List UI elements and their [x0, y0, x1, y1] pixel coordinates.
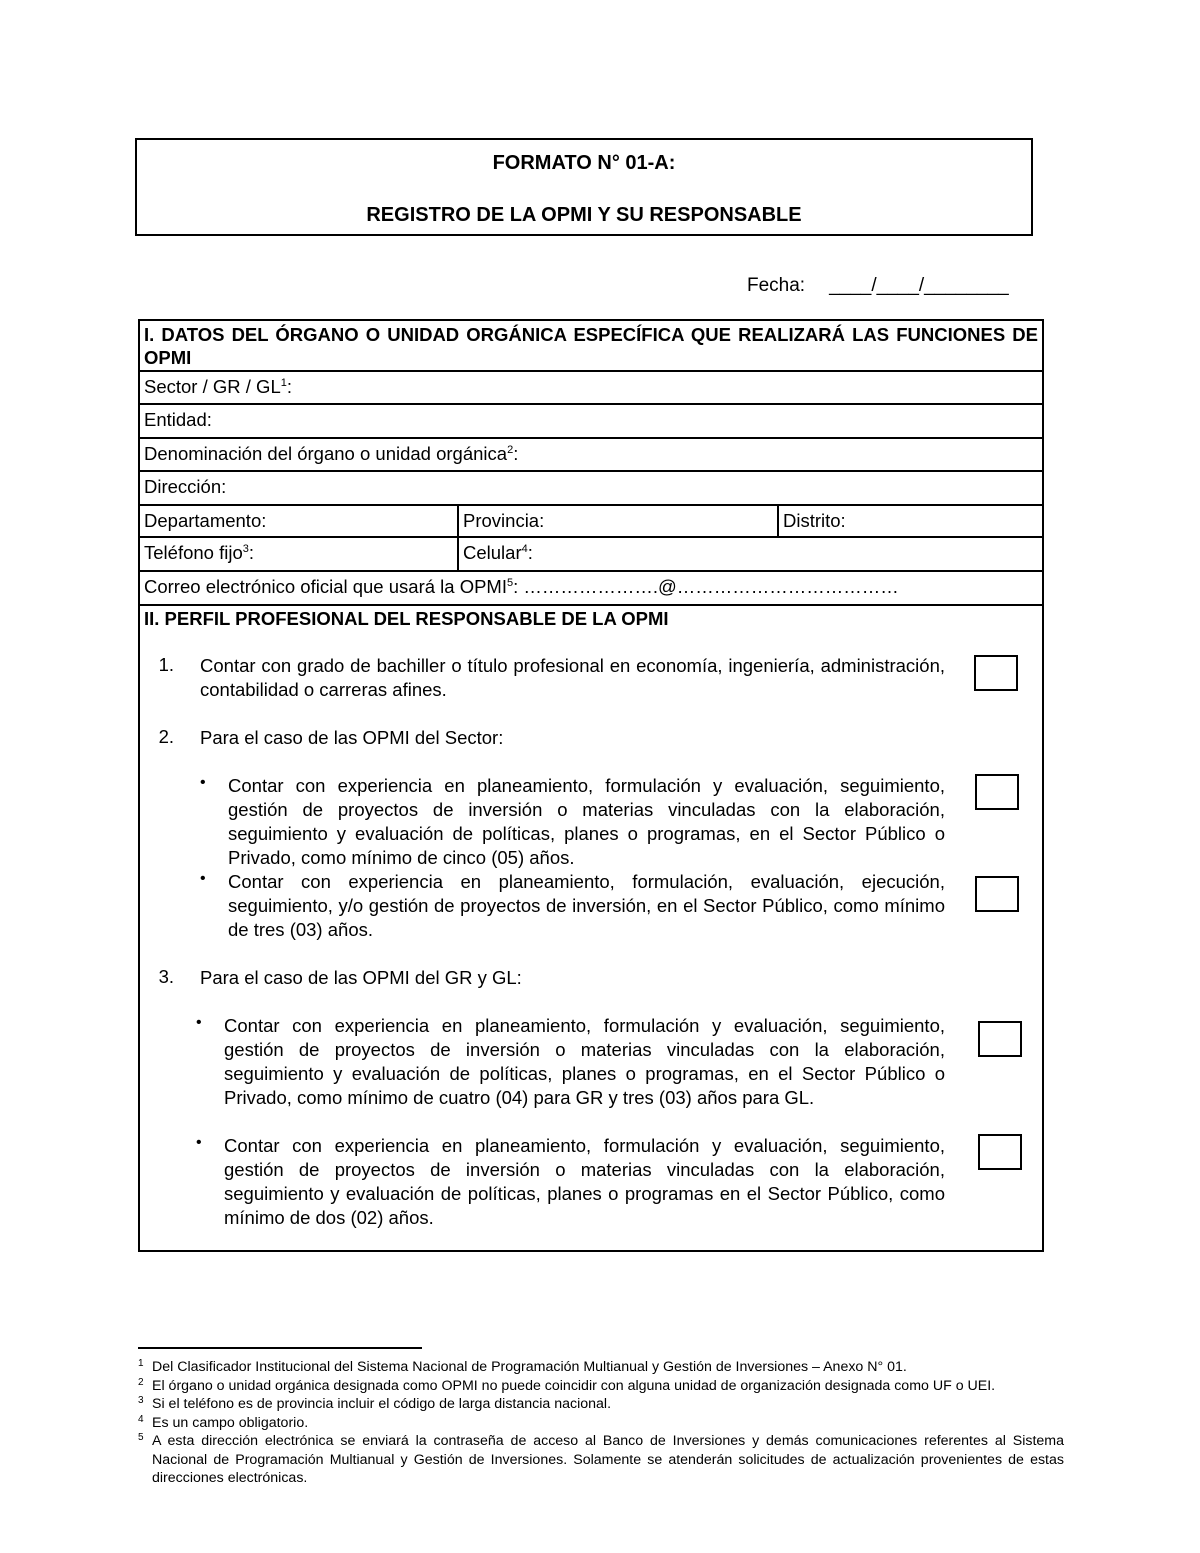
telefono-row — [140, 538, 1042, 572]
direccion-row[interactable] — [140, 472, 1042, 506]
footnote-1: 1 Del Clasificador Institucional del Sistema Nacional de Programación Multianual y Gestión de Inversiones – Anexo N° 01. — [138, 1358, 907, 1375]
telefono-cell[interactable] — [140, 538, 457, 570]
item2-number: 2. — [158, 726, 174, 747]
item1-number: 1. — [158, 654, 174, 675]
section2-heading: II. PERFIL PROFESIONAL DEL RESPONSABLE DE LA OPMI — [144, 608, 669, 629]
celular-label: Celular$^4$: — [463, 542, 533, 563]
distrito-label: Distrito: — [783, 510, 846, 531]
section1-heading: I. DATOS DEL ÓRGANO O UNIDAD ORGÁNICA ESPECÍFICA QUE REALIZARÁ LAS FUNCIONES DE OPMI — [144, 324, 1038, 368]
bullet-icon: • — [196, 1134, 202, 1151]
footnote-4: 4 Es un campo obligatorio. — [138, 1413, 309, 1431]
title-box — [135, 138, 1033, 236]
date-label: Fecha: — [747, 275, 806, 296]
date-field[interactable] — [747, 275, 1009, 297]
item1-text: Contar con grado de bachiller o título profesional en economía, ingeniería, administración, contabilidad o carreras afines. — [200, 655, 945, 700]
footnote-3: 3 Si el teléfono es de provincia incluir el código de larga distancia nacional. — [138, 1395, 612, 1412]
section2 — [140, 606, 1042, 1250]
item3-bullet1-text: Contar con experiencia en planeamiento, formulación y evaluación, seguimiento, gestión de proyectos de inversión o materias vinculadas con la elaboración, seguimiento y evaluación de políticas, planes o programas, en el Sector Público o Privado, como mínimo de cuatro (04) para GR y tres (03) años para GL. — [224, 1015, 945, 1108]
footnote-ref-2: 2 — [507, 443, 514, 456]
item2-bullet2-text: Contar con experiencia en planeamiento, formulación, evaluación, ejecución, seguimiento, y/o gestión de proyectos de inversión, en el Sector Público, como mínimo de tres (03) años. — [228, 871, 945, 940]
registration-form — [138, 319, 1044, 1252]
denominacion-label: Denominación del órgano o unidad orgánica$^2$: — [144, 443, 519, 464]
checkbox-item2-bullet2[interactable] — [975, 876, 1019, 912]
entidad-label: Entidad: — [144, 409, 212, 430]
footnote-separator — [138, 1347, 422, 1349]
departamento-label: Departamento: — [144, 510, 267, 531]
section1-heading-row — [140, 321, 1042, 372]
provincia-label: Provincia: — [463, 510, 545, 531]
bullet-icon: • — [200, 870, 206, 887]
footnote-ref-5: 5 — [506, 576, 514, 589]
provincia-cell[interactable] — [457, 506, 777, 536]
correo-value: ………………….@……………………………… — [523, 576, 899, 597]
checkbox-item2-bullet1[interactable] — [975, 774, 1019, 810]
checkbox-item1[interactable] — [974, 655, 1018, 691]
distrito-cell[interactable] — [777, 506, 1042, 536]
denominacion-row[interactable] — [140, 439, 1042, 472]
correo-row[interactable] — [140, 572, 1042, 606]
footnote-2: 2 El órgano o unidad orgánica designada como OPMI no puede coincidir con alguna unidad de organización designada como UF o UEI. — [138, 1376, 996, 1394]
ubicacion-row — [140, 506, 1042, 538]
item2-bullet1-text: Contar con experiencia en planeamiento, formulación y evaluación, seguimiento, gestión de proyectos de inversión o materias vinculadas con la elaboración, seguimiento y evaluación de políticas, planes o programas, en el Sector Público o Privado, como mínimo de cinco (05) años. — [228, 775, 945, 868]
telefono-label: Teléfono fijo$^3$: — [144, 542, 254, 563]
form-title: REGISTRO DE LA OPMI Y SU RESPONSABLE — [366, 204, 802, 226]
sector-label: Sector / GR / $GL^1$: — [144, 376, 293, 397]
form-number-title: FORMATO N° 01-A: — [492, 152, 676, 174]
item2-text: Para el caso de las OPMI del Sector: — [200, 727, 504, 748]
item3-bullet2-text: Contar con experiencia en planeamiento, formulación y evaluación, seguimiento, gestión de proyectos de inversión o materias vinculadas con la elaboración, seguimiento y evaluación de políticas, planes o programas en el Sector Público, como mínimo de dos (02) años. — [224, 1135, 945, 1228]
footnote-ref-1: 1 — [280, 376, 287, 389]
correo-label: Correo electrónico oficial que usará la OPMI$^5$: ………………….@……………………………… — [144, 576, 899, 597]
footnote-5: 5 A esta dirección electrónica se enviará la contraseña de acceso al Banco de Inversiones y demás comunicaciones referentes al Sistema Nacional de Programación Multianual y Gestión de Inversiones. Solamente se atenderán solicitudes de actualización provenientes de estas direcciones electrónicas. — [138, 1432, 1064, 1486]
date-blank[interactable]: ____/____/________ — [829, 275, 1009, 296]
footnote-ref-4: 4 — [521, 542, 528, 555]
checkbox-item3-bullet1[interactable] — [978, 1021, 1022, 1057]
checkbox-item3-bullet2[interactable] — [978, 1134, 1022, 1170]
item3-text: Para el caso de las OPMI del GR y GL: — [200, 967, 522, 988]
bullet-icon: • — [196, 1014, 202, 1031]
footnote-ref-3: 3 — [242, 542, 249, 555]
item3-number: 3. — [158, 966, 174, 987]
sector-row[interactable] — [140, 372, 1042, 405]
entidad-row[interactable] — [140, 405, 1042, 439]
direccion-label: Dirección: — [144, 476, 227, 497]
bullet-icon: • — [200, 774, 206, 791]
departamento-cell[interactable] — [140, 506, 457, 536]
celular-cell[interactable] — [457, 538, 1042, 570]
footnotes — [138, 1358, 1064, 1488]
